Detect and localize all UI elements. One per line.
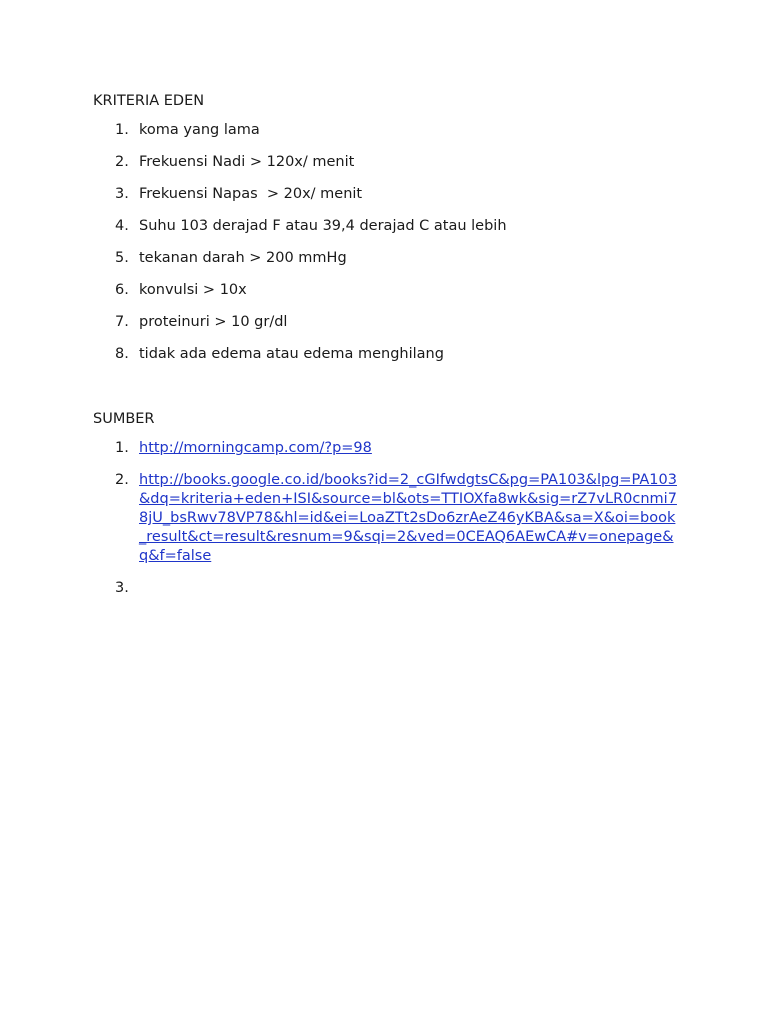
source-link-morningcamp[interactable]: http://morningcamp.com/?p=98 <box>139 440 372 456</box>
list-number: 6. <box>115 282 129 298</box>
list-item-text: tidak ada edema atau edema menghilang <box>139 346 444 362</box>
list-number: 3. <box>115 580 129 596</box>
list-item <box>93 153 683 172</box>
list-item <box>93 121 683 140</box>
list-number: 2. <box>115 472 129 488</box>
source-link-google-books[interactable]: http://books.google.co.id/books?id=2_cGIfwdgtsC&pg=PA103&lpg=PA103&dq=kriteria+eden+ISI&source=bl&ots=TTIOXfa8wk&sig=rZ7vLR0cnmi78jU_bsRwv78VP78&hl=id&ei=LoaZTt2sDo6zrAeZ46yKBA&sa=X&oi=book_result&ct=result&resnum=9&sqi=2&ved=0CEAQ6AEwCA#v=onepage&q&f=false <box>139 472 677 564</box>
list-number: 1. <box>115 440 129 456</box>
list-item <box>93 281 683 300</box>
list-item-text: Suhu 103 derajad F atau 39,4 derajad C atau lebih <box>139 218 507 234</box>
list-number: 1. <box>115 122 129 138</box>
list-item <box>93 185 683 204</box>
list-number: 4. <box>115 218 129 234</box>
source-list <box>93 439 683 596</box>
list-item <box>93 313 683 332</box>
list-item <box>93 217 683 236</box>
list-item-text: proteinuri > 10 gr/dl <box>139 314 288 330</box>
list-item-text: koma yang lama <box>139 122 260 138</box>
list-number: 5. <box>115 250 129 266</box>
section-heading-sumber: SUMBER <box>93 411 155 427</box>
document-page <box>93 92 683 596</box>
list-item <box>93 439 683 458</box>
list-number: 7. <box>115 314 129 330</box>
list-item <box>93 345 683 364</box>
section-heading-kriteria: KRITERIA EDEN <box>93 93 205 109</box>
list-item <box>93 471 683 566</box>
list-item-text: konvulsi > 10x <box>139 282 247 298</box>
list-item-text: tekanan darah > 200 mmHg <box>139 250 347 266</box>
list-item-text: Frekuensi Napas > 20x/ menit <box>139 186 363 202</box>
list-number: 2. <box>115 154 129 170</box>
list-item <box>93 249 683 268</box>
list-item-text: Frekuensi Nadi > 120x/ menit <box>139 154 355 170</box>
list-number: 3. <box>115 186 129 202</box>
list-number: 8. <box>115 346 129 362</box>
criteria-list <box>93 121 683 364</box>
